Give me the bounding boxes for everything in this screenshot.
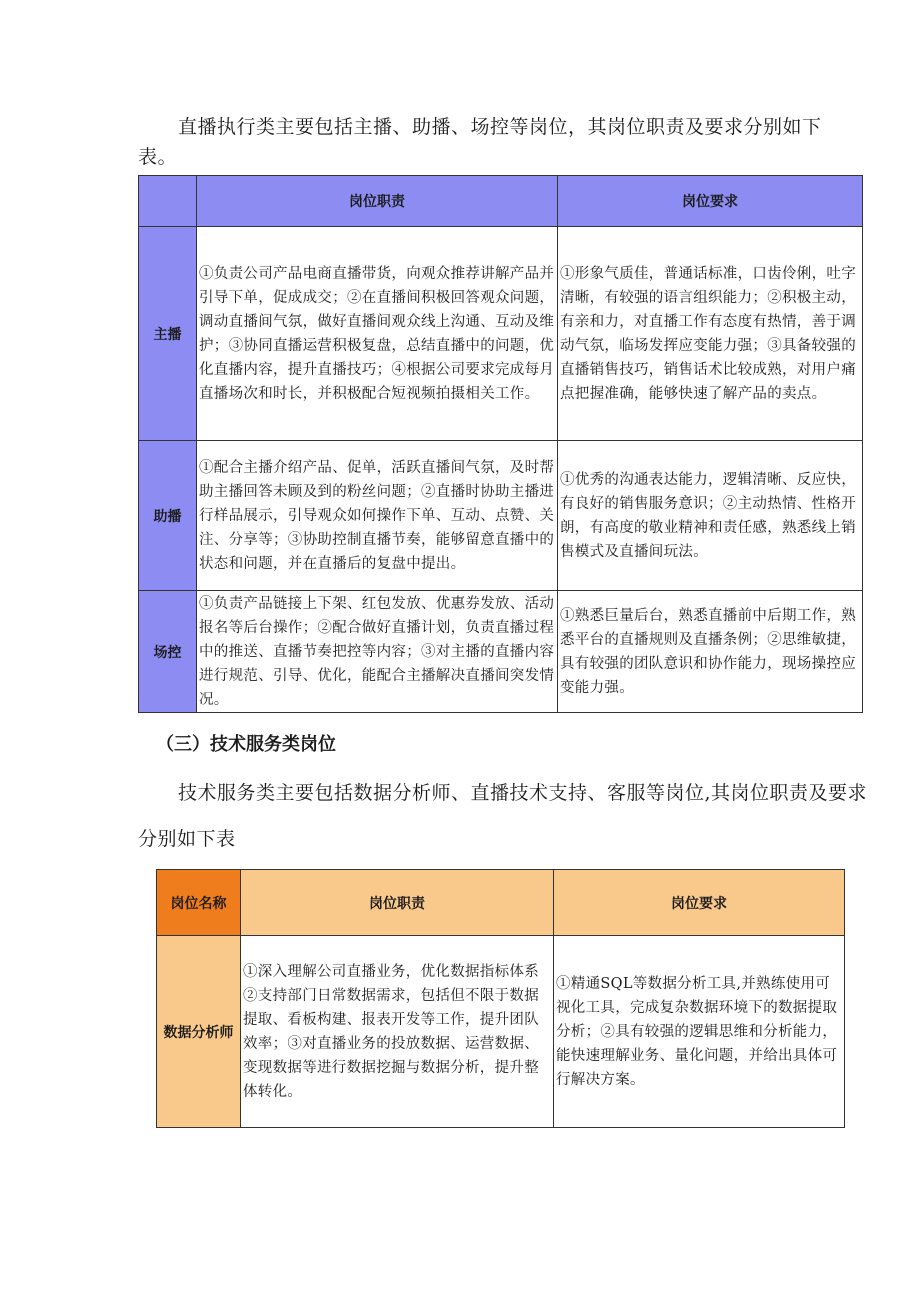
table-row (139, 441, 863, 591)
intro2-text: 技术服务类主要包括数据分析师、直播技术支持、客服等岗位,其岗位职责及要求分别如下表 (138, 782, 868, 850)
table-row (139, 227, 863, 441)
requirement-cell (558, 227, 863, 441)
role-cell: 数据分析师 (157, 936, 241, 1128)
role-cell: 主播 (139, 227, 197, 441)
duty-text: ①深入理解公司直播业务，优化数据指标体系②支持部门日常数据需求，包括但不限于数据提取、看板构建、报表开发等工作，提升团队效率；③对直播业务的投放数据、运营数据、变现数据等进行数据挖掘与数据分析，提升整体转化。 (243, 963, 539, 1100)
duty-text: ①配合主播介绍产品、促单，活跃直播间气氛，及时帮助主播回答未顾及到的粉丝问题；②直播时协助主播进行样品展示，引导观众如何操作下单、互动、点赞、关注、分享等；③协助控制直播节奏，能够留意直播中的状态和问题，并在直播后的复盘中提出。 (199, 459, 555, 572)
header-requirement: 岗位要求 (554, 870, 845, 936)
intro-text: 直播执行类主要包括主播、助播、场控等岗位，其岗位职责及要求分别如下表。 (138, 116, 822, 168)
table-header-row (139, 176, 863, 227)
duty-text: ①负责产品链接上下架、红包发放、优惠券发放、活动报名等后台操作；②配合做好直播计划，负责直播过程中的推送、直播节奏把控等内容；③对主播的直播内容进行规范、引导、优化，能配合主播解决直播间突发情况。 (199, 595, 555, 708)
role-cell: 助播 (139, 441, 197, 591)
requirement-cell (558, 441, 863, 591)
header-name: 岗位名称 (157, 870, 241, 936)
header-duty: 岗位职责 (241, 870, 554, 936)
table-tech-service (156, 869, 845, 1128)
header-requirement: 岗位要求 (558, 176, 863, 227)
header-duty: 岗位职责 (197, 176, 558, 227)
requirement-text: ①形象气质佳，普通话标准，口齿伶俐，吐字清晰，有较强的语言组织能力；②积极主动，有亲和力，对直播工作有态度有热情，善于调动气氛，临场发挥应变能力强；③具备较强的直播销售技巧，销售话术比较成熟，对用户痛点把握准确，能够快速了解产品的卖点。 (560, 265, 856, 402)
requirement-text: ①优秀的沟通表达能力，逻辑清晰、反应快，有良好的销售服务意识；②主动热情、性格开朗，有高度的敬业精神和责任感，熟悉线上销售模式及直播间玩法。 (560, 471, 856, 560)
duty-cell (197, 591, 558, 713)
duty-text: ①负责公司产品电商直播带货，向观众推荐讲解产品并引导下单，促成成交；②在直播间积极回答观众问题，调动直播间气氛，做好直播间观众线上沟通、互动及维护；③协同直播运营积极复盘，总结直播中的问题，优化直播内容，提升直播技巧；④根据公司要求完成每月直播场次和时长，并积极配合短视频拍摄相关工作。 (199, 265, 555, 402)
table-live-execution (138, 175, 863, 713)
table-header-row (157, 870, 845, 936)
header-empty (139, 176, 197, 227)
role-cell: 场控 (139, 591, 197, 713)
intro2-paragraph (138, 770, 873, 862)
duty-cell (197, 227, 558, 441)
table-row (139, 591, 863, 713)
requirement-cell (554, 936, 845, 1128)
duty-cell (241, 936, 554, 1128)
requirement-cell (558, 591, 863, 713)
table-row (157, 936, 845, 1128)
requirement-text: ①精通SQL等数据分析工具,并熟练使用可视化工具，完成复杂数据环境下的数据提取分析；②具有较强的逻辑思维和分析能力，能快速理解业务、量化问题，并给出具体可行解决方案。 (556, 975, 838, 1088)
section-heading: （三）技术服务类岗位 (156, 734, 336, 755)
requirement-text: ①熟悉巨量后台，熟悉直播前中后期工作，熟悉平台的直播规则及直播条例；②思维敏捷，具有较强的团队意识和协作能力，现场操控应变能力强。 (560, 607, 856, 696)
intro-paragraph (138, 112, 860, 172)
duty-cell (197, 441, 558, 591)
